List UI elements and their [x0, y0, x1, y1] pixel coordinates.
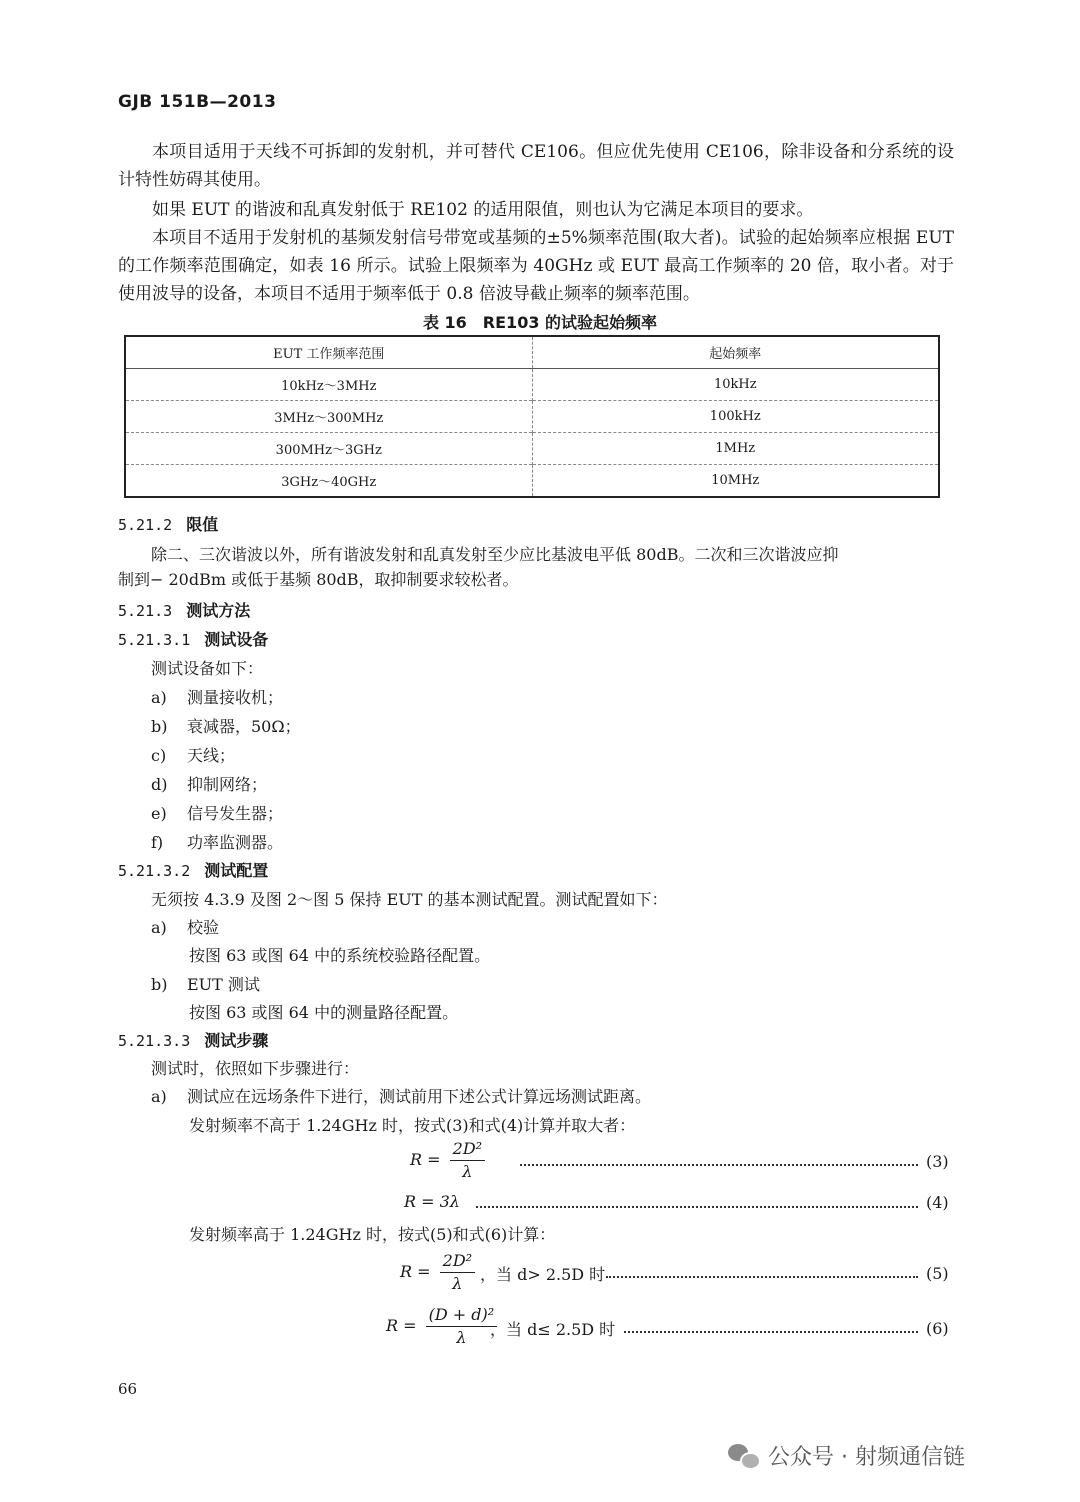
- list-item: [151, 685, 283, 708]
- dot-leader: [624, 1331, 918, 1333]
- equation-4: R = 3λ: [404, 1192, 460, 1211]
- section-heading-5-21-2: [118, 512, 218, 535]
- section-title: 测试步骤: [204, 1031, 269, 1050]
- limit-text-line-1: 除二、三次谐波以外，所有谐波发射和乱真发射至少应比基波电平低 80dB。二次和三次谐波应抑: [151, 545, 839, 564]
- list-item: [151, 830, 283, 853]
- table-row: [125, 465, 939, 498]
- table-header-row: [125, 336, 939, 369]
- equation-number: (3): [926, 1152, 949, 1171]
- section-number: 5.21.3.2: [118, 862, 191, 880]
- section-title: 测试配置: [204, 861, 269, 880]
- config-calibration-text: 按图 63 或图 64 中的系统校验路径配置。: [189, 946, 491, 965]
- section-number: 5.21.3.3: [118, 1032, 191, 1050]
- list-text: 抑制网络；: [187, 775, 268, 794]
- table-cell: 3MHz～300MHz: [125, 401, 532, 433]
- list-item: [151, 772, 267, 795]
- section-heading-5-21-3-2: [118, 858, 268, 881]
- list-label: b): [151, 975, 168, 994]
- config-eut-text: 按图 63 或图 64 中的测量路径配置。: [189, 1003, 459, 1022]
- section-title: 测试设备: [204, 630, 269, 649]
- procedure-lead: 测试时，依照如下步骤进行：: [151, 1059, 360, 1078]
- list-text: EUT 测试: [187, 975, 260, 994]
- intro-paragraph-2: 如果 EUT 的谐波和乱真发射低于 RE102 的适用限值，则也认为它满足本项目的要求。: [152, 200, 814, 220]
- table-row: [125, 401, 939, 433]
- dot-leader: [520, 1164, 918, 1166]
- wechat-icon: [728, 1441, 758, 1471]
- list-label: d): [151, 775, 168, 794]
- fraction: [426, 1304, 498, 1349]
- fraction-denominator: λ: [452, 1274, 463, 1293]
- equation-number: (6): [926, 1319, 949, 1338]
- table-cell: 10kHz: [713, 377, 757, 392]
- equation-number: (4): [926, 1193, 949, 1212]
- config-lead: 无须按 4.3.9 及图 2～图 5 保持 EUT 的基本测试配置。测试配置如下：: [151, 890, 668, 909]
- fraction-numerator: 2D²: [450, 1138, 485, 1161]
- list-text: 测试应在远场条件下进行，测试前用下述公式计算远场测试距离。: [187, 1087, 652, 1106]
- equation-lhs: R =: [400, 1262, 431, 1281]
- list-text: 天线；: [187, 746, 236, 765]
- list-label: a): [151, 688, 167, 707]
- table-cell: 1MHz: [715, 441, 756, 456]
- section-heading-5-21-3-3: [118, 1028, 268, 1051]
- watermark: [728, 1440, 965, 1471]
- table-row: [125, 433, 939, 465]
- list-item: [151, 801, 283, 824]
- intro-paragraph-3: 本项目不适用于发射机的基频发射信号带宽或基频的±5%频率范围(取大者)。试验的起始频率应根据 EUT 的工作频率范围确定，如表 16 所示。试验上限频率为 40GHz 或 EUT 最高工作频率的 20 倍，取小者。对于使用波导的设备，本项目不适用于频率低于 0.8 倍波导截止频率的频率范围。: [118, 228, 954, 304]
- fraction-denominator: λ: [456, 1328, 467, 1347]
- dot-leader: [606, 1276, 918, 1278]
- list-label: f): [151, 833, 164, 852]
- fraction-numerator: 2D²: [440, 1250, 475, 1273]
- dot-leader: [476, 1206, 918, 1208]
- list-item: [151, 1084, 651, 1107]
- table-cell: 10kHz～3MHz: [125, 369, 532, 401]
- table-cell: 3GHz～40GHz: [125, 465, 532, 498]
- table-header-cell: 起始频率: [709, 347, 762, 362]
- list-label: c): [151, 746, 167, 765]
- list-text: 校验: [187, 918, 220, 937]
- list-item: [151, 972, 260, 995]
- table-cell: 300MHz～3GHz: [125, 433, 532, 465]
- fraction: [440, 1250, 475, 1295]
- high-frequency-rule: 发射频率高于 1.24GHz 时，按式(5)和式(6)计算：: [189, 1225, 556, 1244]
- section-title: 测试方法: [186, 601, 251, 620]
- list-text: 衰减器，50Ω；: [187, 717, 301, 736]
- list-item: [151, 743, 235, 766]
- fraction: [450, 1138, 485, 1183]
- list-text: 测量接收机；: [187, 688, 284, 707]
- section-number: 5.21.3.1: [118, 631, 191, 649]
- equipment-lead: 测试设备如下：: [151, 659, 264, 678]
- list-label: a): [151, 918, 167, 937]
- table-caption: 表 16 RE103 的试验起始频率: [422, 313, 658, 332]
- intro-paragraph-1: 本项目适用于天线不可拆卸的发射机，并可替代 CE106。但应优先使用 CE106，除非设备和分系统的设计特性妨碍其使用。: [118, 142, 954, 190]
- section-number: 5.21.2: [118, 516, 173, 534]
- section-heading-5-21-3: [118, 598, 250, 621]
- table-header-cell: EUT 工作频率范围: [125, 336, 532, 369]
- list-text: 功率监测器。: [187, 833, 284, 852]
- page-number: 66: [118, 1380, 138, 1398]
- list-label: e): [151, 804, 167, 823]
- table-cell: 10MHz: [711, 473, 760, 488]
- list-item: [151, 714, 301, 737]
- section-heading-5-21-3-1: [118, 627, 268, 650]
- equation-5: [400, 1250, 475, 1295]
- equation-condition: ，当 d≤ 2.5D 时: [490, 1320, 616, 1339]
- list-item: [151, 915, 219, 938]
- list-label: b): [151, 717, 168, 736]
- frequency-table: [124, 335, 940, 498]
- standard-code: GJB 151B—2013: [118, 92, 277, 112]
- fraction-denominator: λ: [462, 1162, 473, 1181]
- section-title: 限值: [186, 515, 219, 534]
- equation-number: (5): [926, 1264, 949, 1283]
- equation-6: [386, 1304, 497, 1349]
- table-row: [125, 369, 939, 401]
- limit-text-line-2: 制到− 20dBm 或低于基频 80dB，取抑制要求较松者。: [118, 570, 519, 589]
- low-frequency-rule: 发射频率不高于 1.24GHz 时，按式(3)和式(4)计算并取大者：: [189, 1116, 636, 1135]
- list-label: a): [151, 1087, 167, 1106]
- equation-lhs: R =: [386, 1316, 417, 1335]
- watermark-text: 公众号 · 射频通信链: [768, 1445, 965, 1470]
- equation-3: [410, 1138, 485, 1183]
- list-text: 信号发生器；: [187, 804, 284, 823]
- fraction-numerator: (D + d)²: [426, 1304, 498, 1327]
- section-number: 5.21.3: [118, 602, 173, 620]
- equation-lhs: R =: [410, 1150, 441, 1169]
- table-cell: 100kHz: [709, 409, 761, 424]
- equation-condition: ，当 d> 2.5D 时: [480, 1265, 606, 1284]
